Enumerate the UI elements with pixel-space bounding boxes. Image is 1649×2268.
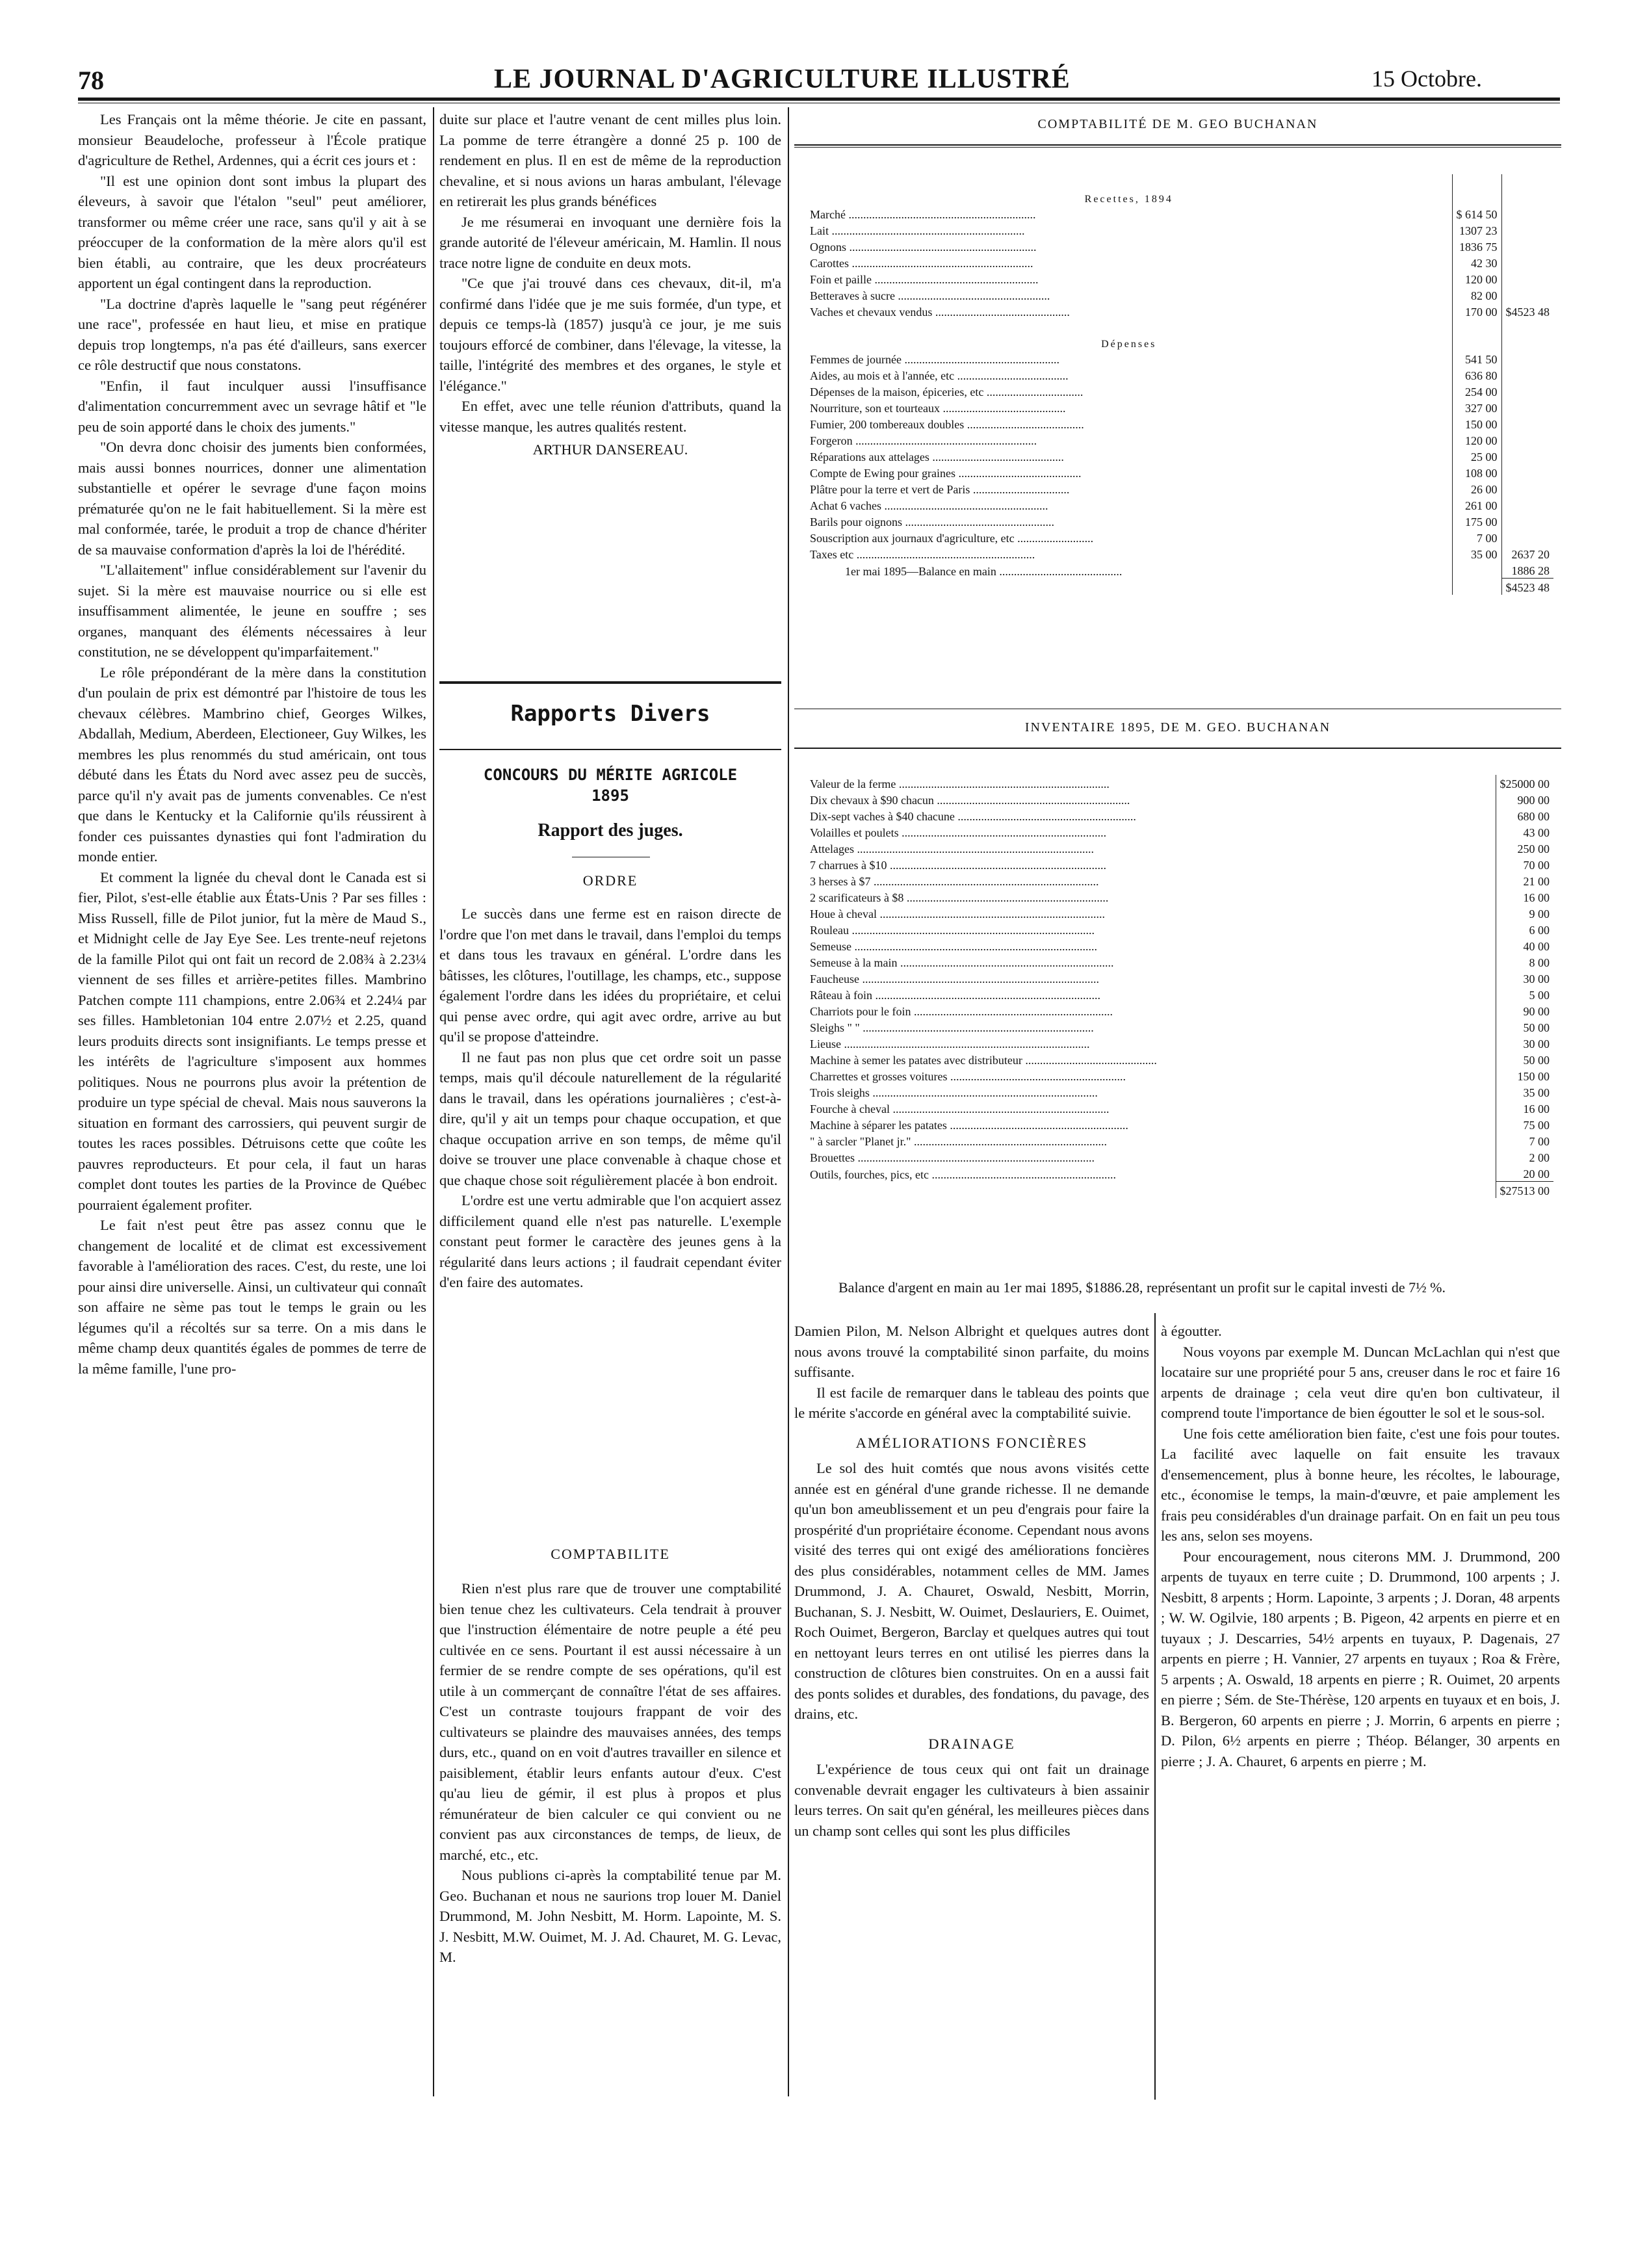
row-label: Dépenses [1101,339,1157,350]
row-value: 7 00 [1452,529,1501,545]
article-paragraph: Nous voyons par exemple M. Duncan McLachlan qui n'est que locataire sur une propriété pour 5 ans, creuser dans le roc et faire 16 arpents de drainage ; cela veut dire qu'en bon cultivateur, il comprend toute l'importance de bien égoutter le sol et le sous-sol. [1161,1343,1560,1421]
row-value [1452,174,1501,205]
row-label [806,1182,1496,1199]
rapport-juges: Rapport des juges. [538,820,683,841]
table-row [806,254,1553,270]
article-column-3 [794,1321,1149,1841]
inventaire-row [806,889,1553,905]
row-value: 7 00 [1496,1132,1553,1149]
row-label: Ognons ................................................................ [810,241,1037,254]
row-value: 250 00 [1496,840,1553,856]
row-label: Semeuse ................................................................................... [810,940,1097,953]
article-paragraph: Pour encouragement, nous citerons MM. J. Drummond, 200 arpents de tuyaux en terre cuite ; D. Drummond, 100 arpents ; J. Nesbitt, 8 arpents ; Horm. Lapointe, 3 arpents ; J. Doran, 48 arpents ; W. W. Ogilvie, 180 arpents ; B. Pigeon, 42 arpents en pierre et en tuyaux ; J. Descarries, 54½ arpents en tuyaux, P. Dagenais, 27 arpents en pierre ; H. Vannier, 27 arpents en tuyaux ; Roa & Frère, 5 arpents ; A. Oswald, 18 arpents en pierre ; R. Ouimet, 20 arpents en pierre ; Sém. de Ste-Thérèse, 120 arpents en tuyaux et en bois, J. B. Bergeron, 60 arpents en pierre ; J. Morrin, 6 arpents en pierre ; D. Pilon, 6½ arpents en pierre ; Théop. Bélanger, 30 arpents en pierre ; J. A. Chauret, 6 arpents en pierre ; M. [1161,1548,1560,1769]
inventaire-row [806,1100,1553,1116]
article-paragraph: "L'allaitement" influe considérablement sur l'avenir du sujet. Si la mère est mauvaise nourrice ou si elle est insuffisamment alimentée, le jeune en souffre ; ses organes, manquant des éléments nécessaires à leur constitution, ne se développent qu'imparfaitement." [78,562,426,660]
row-total [1501,415,1553,432]
grand-total-row [806,579,1553,595]
row-value: 40 00 [1496,937,1553,954]
table-rule [794,748,1561,749]
journal-title: LE JOURNAL D'AGRICULTURE ILLUSTRÉ [494,64,1071,94]
article-paragraph: Le rôle prépondérant de la mère dans la constitution d'un poulain de prix est démontré par l'histoire de tous les chevaux célèbres. Mambrino chief, Georges Wilkes, Abdallah, Medium, Aberdeen, Electioneer, Guy Wilkes, les membres les plus renommés du stud américain, ont tous débuté dans les États du Nord avec assez peu de succès, parce qu'il n'y avait pas de juments convenables. Ce n'est que dans le Kentucky et la Californie qu'ils réussirent à fonder ces puissantes dynasties qui font l'admiration du monde entier. [78,664,426,865]
row-value: 35 00 [1452,545,1501,562]
row-total [1501,287,1553,303]
table-rule [794,144,1561,146]
row-value: 1836 75 [1452,238,1501,254]
row-label: Forgeron .............................................................. [810,434,1037,447]
balance-row [806,562,1553,579]
row-value: 70 00 [1496,856,1553,872]
article-paragraph: Il est facile de remarquer dans le tableau des points que le mérite s'accorde en général avec la comptabilité suivie. [794,1384,1149,1421]
inventaire-row [806,1067,1553,1084]
row-value: 20 00 [1496,1165,1553,1182]
table-row [806,303,1553,319]
drainage-heading: DRAINAGE [928,1735,1015,1752]
row-value: 35 00 [1496,1084,1553,1100]
row-value: 680 00 [1496,807,1553,824]
inventaire-row [806,775,1553,791]
inventaire-table [806,775,1553,1198]
table-row [806,497,1553,513]
row-value [1452,319,1501,350]
row-total [1501,222,1553,238]
row-total: $4523 48 [1501,303,1553,319]
row-value: 150 00 [1496,1067,1553,1084]
section-title: Rapports Divers [510,701,710,727]
row-label: Betteraves à sucre .................................................... [810,289,1050,302]
row-label: Lait .................................................................. [810,224,1025,237]
article-paragraph: L'ordre est une vertu admirable que l'on acquiert assez difficilement quand elle n'est pas naturelle. L'exemple constant peut former le caractère des jeunes gens à la régularité dans leurs actions ; il faudrait cependant éviter d'en faire des automates. [439,1192,781,1290]
inventaire-row [806,791,1553,807]
row-value: 120 00 [1452,432,1501,448]
table-row [806,448,1553,464]
row-label: Souscription aux journaux d'agriculture, etc .......................... [810,532,1094,545]
row-value: 900 00 [1496,791,1553,807]
row-total: $4523 48 [1501,579,1553,595]
row-total [1501,399,1553,415]
row-label: 3 herses à $7 ............................................................................. [810,875,1099,888]
table-rule [794,147,1561,148]
inventaire-row [806,1051,1553,1067]
article-paragraph: "Enfin, il faut inculquer aussi l'insuffisance d'alimentation concurremment avec un sevrage hâtif et "le peu de soin apporté dans le choix des juments." [78,377,426,435]
inventaire-row [806,1084,1553,1100]
row-label: Dix chevaux à $90 chacun .................................................................. [810,794,1130,807]
table-row [806,513,1553,529]
row-value: 50 00 [1496,1019,1553,1035]
row-value: 1307 23 [1452,222,1501,238]
row-total [1501,254,1553,270]
row-label: Foin et paille ........................................................ [810,273,1039,286]
article-paragraph: Damien Pilon, M. Nelson Albright et quelques autres dont nous avons trouvé la comptabilité sinon parfaite, du moins suffisante. [794,1323,1149,1380]
row-total [1501,319,1553,350]
row-total [1501,529,1553,545]
inventaire-row [806,856,1553,872]
row-label: Achat 6 vaches ........................................................ [810,499,1048,512]
author-signature: ARTHUR DANSEREAU. [532,441,688,458]
row-label: Charriots pour le foin .................................................................... [810,1005,1113,1018]
row-label: Sleighs " " ............................................................................... [810,1021,1094,1034]
table-row [806,432,1553,448]
row-label: Volailles et poulets ...................................................................... [810,826,1107,839]
row-value: 26 00 [1452,480,1501,497]
article-paragraph: "Il est une opinion dont sont imbus la plupart des éleveurs, à savoir que l'étalon "seul" peut améliorer, transformer ou même créer une race, sans qu'il y ait à se préoccuper de la conformation de la mère alors qu'il est bien établi, au contraire, que les deux procréateurs apportent un égal contingent dans la reproduction. [78,172,426,291]
row-value: 120 00 [1452,270,1501,287]
table-row [806,529,1553,545]
article-paragraph: Et comment la lignée du cheval dont le Canada est si fier, Pilot, s'est-elle établie aux États-Unis ? Par ses filles : Miss Russell, fille de Pilot junior, fut la mère de Maud S., et Midnight celle de Jay Eye See. Les trente-neuf rejetons de la famille Pilot qui ont fait un record de 2.08¾ à 2.23¼ viennent de ses filles et arrière-petites filles. Mambrino Patchen compte 111 champions, entre 2.06¾ et 2.24¼ par ses filles. Hambletonian 104 entre 2.07½ et 2.25, quand leurs produits directs sont insignifiants. Le temps presse et les intérêts de l'agriculture s'imposent aux hommes politiques. Nous ne pourrons plus avoir la prétention de produire un type spécial de cheval. Mais nous sauverons la situation en formant des carrossiers, qui peuvent surgir de toutes les races possibles. Détruisons cette que coûte les pauvres reproducteurs. Et pour cela, il faut un haras complet dont toutes les parties de la Province de Québec pourraient également profiter. [78,868,426,1213]
article-paragraph: "La doctrine d'après laquelle le "sang peut régénérer une race", professée en haut lieu, et mise en pratique depuis trop longtemps, n'a pas été d'ailleurs, sans exercer ce rôle destructif que nous constatons. [78,295,426,373]
inventaire-row [806,905,1553,921]
article-paragraph: Il ne faut pas non plus que cet ordre soit un passe temps, mais qu'il découle naturellement de la régularité dans le travail, dans les opérations journalières ; c'est-à-dire, qu'il y ait un temps pour chaque occupation, et que chaque occupation arrive en son temps, de même qu'il doive se trouver une place convenable à chaque chose et que chaque chose soit régulièrement placée à bon endroit. [439,1049,781,1188]
page-number: 78 [78,66,104,95]
table-row [806,399,1553,415]
row-value: 50 00 [1496,1051,1553,1067]
row-value [1452,562,1501,579]
row-value: $25000 00 [1496,775,1553,791]
row-label: Plâtre pour la terre et vert de Paris ................................. [810,483,1070,496]
row-total [1501,513,1553,529]
row-total: $27513 00 [1496,1182,1553,1199]
row-value: 30 00 [1496,970,1553,986]
row-label: " à sarcler "Planet jr." .................................................................. [810,1135,1107,1148]
row-value: 30 00 [1496,1035,1553,1051]
article-paragraph: En effet, avec une telle réunion d'attributs, quand la vitesse manque, les autres qualités restent. [439,398,781,435]
ordre-section [439,904,781,1293]
row-total [1501,367,1553,383]
row-label: Brouettes ................................................................................. [810,1151,1095,1164]
article-paragraph: Je me résumerai en invoquant une dernière fois la grande autorité de l'éleveur américain, M. Hamlin. Il nous trace notre ligne de conduite en deux mots. [439,213,781,271]
row-label: Réparations aux attelages ............................................. [810,450,1064,463]
row-label: 1er mai 1895—Balance en main .......................................... [845,564,1123,578]
section-rule [439,681,781,684]
row-value: 254 00 [1452,383,1501,399]
inventaire-note: Balance d'argent en main au 1er mai 1895, $1886.28, représentant un profit sur le capital investi de 7½ %. [838,1279,1446,1296]
inventaire-row [806,807,1553,824]
row-total [1501,464,1553,480]
table-row [806,270,1553,287]
row-value: 170 00 [1452,303,1501,319]
row-total [1501,432,1553,448]
row-label: Faucheuse ................................................................................. [810,972,1099,985]
inventaire-row [806,954,1553,970]
row-label: Compte de Ewing pour graines .......................................... [810,467,1082,480]
article-paragraph: Le sol des huit comtés que nous avons visités cette année est en général d'une grande richesse. Il ne demande qu'un bon ameublissement et un peu d'engrais pour faire la prospérité d'un propriétaire économe. Cependant nous avons visité des terres qui ont exigé des améliorations foncières des plus considérables, notamment celles de MM. James Drummond, J. A. Chauret, Oswald, Nesbitt, Morrin, Buchanan, S. J. Nesbitt, W. Ouimet, Deslauriers, E. Ouimet, Roch Ouimet, Bergeron, Barclay et quelques autres qui tout en nettoyant leurs terres en ont utilisé les pierres dans la construction de clôtures bien construites. On en a aussi fait des ponts solides et durables, des fondations, du pavage, des drains, etc. [794,1460,1149,1722]
table-row [806,350,1553,367]
row-label: 2 scarificateurs à $8 ..................................................................... [810,891,1109,904]
article-paragraph: L'expérience de tous ceux qui ont fait un drainage convenable devrait engager les cultivateurs à bien assainir leurs terres. On sait qu'en général, les meilleures pièces dans un champ sont celles qui sont les plus difficiles [794,1761,1149,1839]
row-label: Nourriture, son et tourteaux .......................................... [810,402,1066,415]
row-label: Fumier, 200 tombereaux doubles ........................................ [810,418,1084,431]
ordre-heading: ORDRE [582,872,638,889]
article-paragraph: "On devra donc choisir des juments bien conformées, mais aussi bonnes nourrices, donner une alimentation substantielle et opérer le sevrage d'une façon moins prématurée qu'on ne le fait habituellement. Si la mère est mal conformée, tarée, le produit a trop de chance d'hériter de sa mauvaise conformation d'après la loi de l'hérédité. [78,439,426,558]
table-row [806,415,1553,432]
inventaire-row [806,986,1553,1002]
table-row [806,287,1553,303]
row-total: 1886 28 [1501,562,1553,579]
comptabilite-table-title: COMPTABILITÉ DE M. GEO BUCHANAN [1037,117,1318,131]
inventaire-title: INVENTAIRE 1895, DE M. GEO. BUCHANAN [1024,720,1331,735]
row-value: 6 00 [1496,921,1553,937]
row-label: Dix-sept vaches à $40 chacune ............................................................. [810,810,1136,823]
row-total [1501,480,1553,497]
inventaire-row [806,1116,1553,1132]
row-value: 636 80 [1452,367,1501,383]
row-label: Outils, fourches, pics, etc ............................................................... [810,1167,1116,1181]
row-value: 43 00 [1496,824,1553,840]
row-value: 150 00 [1452,415,1501,432]
article-paragraph: Les Français ont la même théorie. Je cite en passant, monsieur Beaudeloche, professeur à l'École pratique d'agriculture de Rethel, Ardennes, qui a écrit ces jours et : [78,111,426,168]
article-paragraph: à égoutter. [1161,1323,1222,1339]
row-label: Lieuse .................................................................................... [810,1037,1090,1050]
row-value: 25 00 [1452,448,1501,464]
inventaire-row [806,1165,1553,1182]
inventaire-row [806,1019,1553,1035]
row-value: 9 00 [1496,905,1553,921]
concours-title: CONCOURS DU MÉRITE AGRICOLE [483,766,738,784]
row-label: Marché ................................................................ [810,208,1036,221]
row-value: 261 00 [1452,497,1501,513]
row-label: Machine à séparer les patates ............................................................. [810,1119,1128,1132]
row-label: Aides, au mois et à l'année, etc ...................................... [810,369,1069,382]
depenses-heading [806,319,1553,350]
row-label: Recettes, 1894 [1084,194,1173,205]
row-value: 42 30 [1452,254,1501,270]
inventaire-row [806,1149,1553,1165]
row-total [1501,174,1553,205]
table-row [806,205,1553,222]
comptabilite-section [439,1578,781,1968]
table-row [806,367,1553,383]
row-label: Femmes de journée ..................................................... [810,353,1059,366]
table-row [806,238,1553,254]
article-column-2-top [439,109,781,460]
concours-year: 1895 [591,787,629,805]
row-label: Valeur de la ferme ........................................................................ [810,777,1110,790]
row-value: 82 00 [1452,287,1501,303]
row-label: Semeuse à la main ......................................................................... [810,956,1114,969]
row-value: 5 00 [1496,986,1553,1002]
recettes-heading [806,174,1553,205]
table-row [806,222,1553,238]
row-label: Machine à semer les patates avec distributeur ............................................. [810,1054,1157,1067]
row-label: Dépenses de la maison, épiceries, etc ................................. [810,385,1084,398]
row-value: $ 614 50 [1452,205,1501,222]
page-date: 15 Octobre. [1371,66,1482,92]
inventaire-row [806,1132,1553,1149]
row-value: 90 00 [1496,1002,1553,1019]
row-value: 75 00 [1496,1116,1553,1132]
column-rule [1154,1313,1156,2100]
row-total [1501,448,1553,464]
inventaire-row [806,1002,1553,1019]
row-label: Charrettes et grosses voitures ............................................................ [810,1070,1126,1083]
column-rule [788,107,789,2096]
row-value: 175 00 [1452,513,1501,529]
row-label: Attelages ................................................................................. [810,842,1094,855]
inventaire-row [806,824,1553,840]
header-rule [78,98,1560,101]
article-paragraph: Une fois cette amélioration bien faite, c'est une fois pour toutes. La facilité avec laquelle on fait ensuite les travaux d'ensemencement, plus à bonne heure, les récoltes, le labourage, etc., économise le temps, la main-d'œuvre, et paie amplement les frais peu considérables d'un drainage parfait. On en fait un peu tous les ans, selon ses moyens. [1161,1425,1560,1544]
article-paragraph: Rien n'est plus rare que de trouver une comptabilité bien tenue chez les cultivateurs. Cela tendrait à prouver que l'instruction élémentaire de notre peuple a été peu cultivée en ce sens. Pourtant il est aussi nécessaire à un fermier de se rendre compte de ses opérations, qu'il est utile à un commerçant de connaître l'état de ses affaires. C'est un contraste toujours frappant de voir des cultivateurs se plaindre des mauvaises années, des temps durs, etc., quand on en voit d'autres travailler en silence et paisiblement, établir leurs enfants autour d'eux. C'est qu'au lieu de gémir, il est plus à propos et plus rémunérateur de bien calculer ce qui convient ou ne convient pas aux circonstances de temps, de lieux, de marché, etc., etc. [439,1580,781,1863]
inventaire-row [806,872,1553,889]
table-row [806,480,1553,497]
row-label: Taxes etc ............................................................. [810,548,1035,561]
row-label: Trois sleighs ............................................................................. [810,1086,1098,1099]
row-value: 16 00 [1496,889,1553,905]
comptabilite-heading: COMPTABILITE [551,1546,670,1562]
row-value: 108 00 [1452,464,1501,480]
row-total: 2637 20 [1501,545,1553,562]
article-paragraph: Le succès dans une ferme est en raison directe de l'ordre que l'on met dans le travail, dans l'emploi du temps et dans tous les travaux en général. L'ordre dans les bâtisses, les clôtures, l'outillage, les champs, etc., suppose également l'ordre dans les idées du propriétaire, et celui qui pense avec ordre, qui agit avec ordre, arrive au but qu'il se propose d'atteindre. [439,906,781,1045]
row-value: 16 00 [1496,1100,1553,1116]
ameliorations-heading: AMÉLIORATIONS FONCIÈRES [855,1434,1088,1451]
table-row [806,383,1553,399]
comptabilite-table [806,174,1553,595]
inventaire-row [806,921,1553,937]
row-label: Fourche à cheval .......................................................................... [810,1102,1110,1115]
article-column-4 [1161,1321,1560,1771]
table-row [806,464,1553,480]
row-label: Carottes .............................................................. [810,257,1033,270]
row-label: Houe à cheval ............................................................................. [810,907,1105,920]
article-paragraph: duite sur place et l'autre venant de cent milles plus loin. La pomme de terre étrangère a donné 25 p. 100 de rendement en plus. Il en est de même de la reproduction chevaline, et si nous avions un haras ambulant, l'élevage en retirerait les plus grands bénéfices [439,111,781,209]
row-value: 8 00 [1496,954,1553,970]
row-value: 21 00 [1496,872,1553,889]
column-rule [433,107,434,2096]
inventaire-row [806,840,1553,856]
article-column-1 [78,109,426,1379]
inventaire-row [806,937,1553,954]
article-paragraph: "Ce que j'ai trouvé dans ces chevaux, dit-il, m'a confirmé dans l'idée que je me suis formée, d'un type, et depuis ce temps-là (1857) jusqu'à ce jour, je me suis toujours efforcé de combiner, dans l'élevage, la vitesse, la taille, l'intégrité des membres et des organes, le style et l'élégance." [439,275,781,394]
row-label: Vaches et chevaux vendus .............................................. [810,306,1070,319]
row-total [1501,383,1553,399]
row-total [1501,205,1553,222]
row-label: Barils pour oignons ................................................... [810,515,1054,528]
row-value: 541 50 [1452,350,1501,367]
row-value: 327 00 [1452,399,1501,415]
row-label: 7 charrues à $10 .......................................................................... [810,859,1106,872]
article-paragraph: Nous publions ci-après la comptabilité tenue par M. Geo. Buchanan et nous ne saurions trop louer M. Daniel Drummond, M. John Nesbitt, M. Horm. Lapointe, M. S. J. Nesbitt, M.W. Ouimet, M. J. Ad. Chauret, M. G. Levac, M. [439,1867,781,1965]
article-paragraph: Le fait n'est peut être pas assez connu que le changement de localité et de climat est excessivement favorable à l'amélioration des races. C'est, du reste, une loi pour ainsi dire universelle. Ainsi, un cultivateur qui connaît son affaire ne sème pas tout le temps le grain ou les légumes qu'il a récoltés sur sa terre. On a mis dans le même champ deux quantités égales de pommes de terre de la même famille, l'une pro- [78,1217,426,1377]
inventaire-row [806,970,1553,986]
row-total [1501,350,1553,367]
row-label: Rouleau ................................................................................... [810,924,1095,937]
row-total [1501,270,1553,287]
row-total [1501,238,1553,254]
row-value: 2 00 [1496,1149,1553,1165]
row-total [1501,497,1553,513]
inventaire-row [806,1035,1553,1051]
row-label: Râteau à foin ............................................................................. [810,989,1100,1002]
row-value [1452,579,1501,595]
section-rule [439,749,781,750]
inventaire-total-row [806,1182,1553,1199]
table-row [806,545,1553,562]
row-label [806,579,1452,595]
